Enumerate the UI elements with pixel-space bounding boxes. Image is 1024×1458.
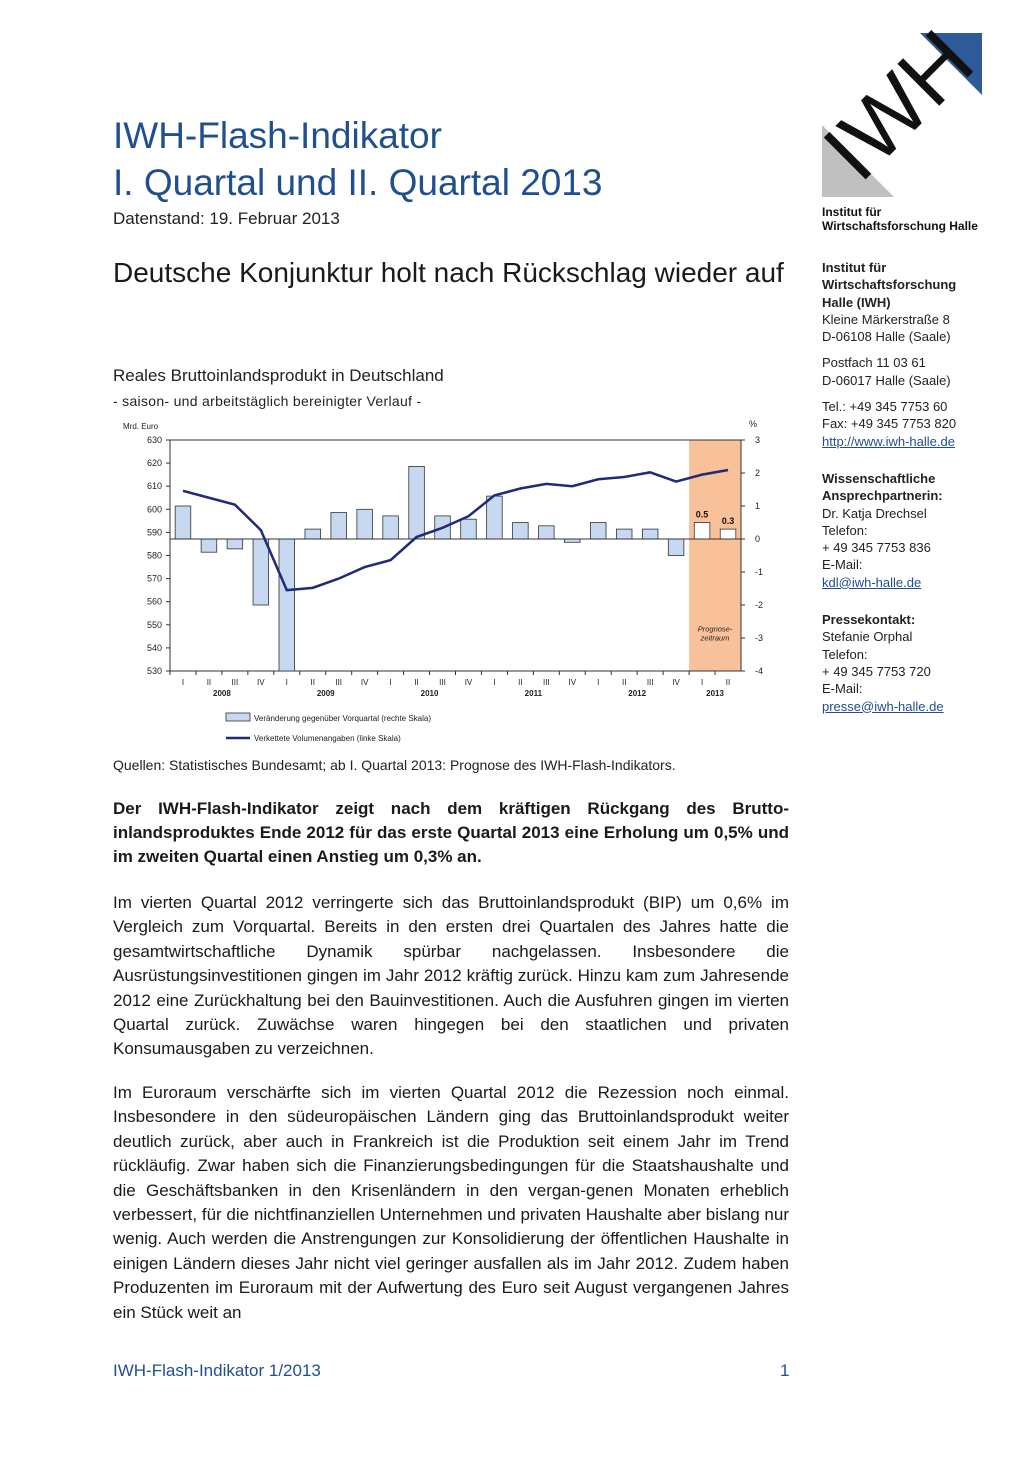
year-label: 2008 (213, 689, 231, 698)
forecast-value-label: 0.3 (721, 516, 735, 527)
science-heading-2: Ansprechpartnerin: (822, 488, 943, 504)
page-title-line2: I. Quartal und II. Quartal 2013 (113, 162, 603, 203)
science-tel-label: Telefon: (822, 522, 868, 538)
science-name: Dr. Katja Drechsel (822, 505, 927, 521)
bar-q12 (461, 519, 477, 539)
press-contact (822, 611, 1012, 715)
website-link[interactable]: http://www.iwh-halle.de (822, 433, 955, 449)
iwh-logo (805, 12, 992, 199)
body-paragraph-1: Im vierten Quartal 2012 verringerte sich das Bruttoinlandsprodukt (BIP) um 0,6% im Vergleich zum Vorquartal. Bereits in den ersten drei Quartalen des Jahres hatte die gesamtwirtschaftliche Dynamik spürbar nachgelassen. Insbesondere die Ausrüstungsinvestitionen gingen im Jahr 2012 kräftig zurück. Hinzu kam zum Jahresende 2012 eine Zurückhaltung bei den Bauinvestitionen. Auch die Ausfuhren gingen im vierten Quartal zurück. Zuwächse waren hingegen bei den staatlichen und privaten Konsumausgaben zu verzeichnen. (113, 893, 789, 1059)
gdp-chart (113, 415, 773, 750)
legend-line-label: Verkettete Volumenangaben (linke Skala) (254, 734, 401, 743)
quarter-label: II (206, 678, 212, 687)
press-email-label: E-Mail: (822, 681, 863, 697)
institute-address (822, 259, 1012, 345)
bar-q7 (331, 513, 347, 539)
institute-name-2: Wirtschaftsforschung (822, 277, 957, 293)
quarter-label: IV (257, 678, 265, 687)
postal-city: D-06017 Halle (Saale) (822, 372, 951, 388)
quarter-label: III (646, 678, 654, 687)
page-number: 1 (780, 1361, 790, 1380)
quarter-label: I (389, 678, 392, 687)
forecast-label-2: zeitraum (700, 633, 730, 643)
contact-fax: Fax: +49 345 7753 820 (822, 416, 957, 432)
press-heading: Pressekontakt: (822, 612, 916, 628)
quarter-label: I (285, 678, 288, 687)
bar-q3 (227, 539, 243, 549)
right-tick-label: -4 (755, 666, 764, 676)
right-axis-label: % (749, 419, 758, 429)
bar-q20 (668, 539, 684, 556)
institute-street: Kleine Märkerstraße 8 (822, 311, 950, 327)
quarter-label: I (181, 678, 185, 687)
chart-subtitle: - saison- und arbeitstäglich bereinigter Verlauf - (113, 393, 422, 409)
quarter-label: II (621, 678, 627, 687)
bar-q2 (201, 539, 217, 552)
left-tick-label: 540 (146, 642, 162, 653)
chart-source: Quellen: Statistisches Bundesamt; ab I. Quartal 2013: Prognose des IWH-Flash-Indikators. (113, 757, 676, 773)
year-label: 2011 (524, 689, 543, 698)
left-tick-label: 590 (146, 527, 162, 538)
year-label: 2013 (706, 689, 724, 698)
quarter-label: II (518, 678, 523, 687)
press-tel-label: Telefon: (822, 646, 868, 662)
body-paragraph-2: Im Euroraum verschärfte sich im vierten Quartal 2012 die Rezession noch einmal. Insbesondere in den südeuropäischen Ländern ging das Bruttoinlandsprodukt weiter deutlich zurück, aber auch in Frankreich ist die Produktion seit einem Jahr im Trend rückläufig. Zwar haben sich die Finanzierungsbedingungen für die Staatshaushalte und die Geschäftsbanken in den Krisenländern in den vergan-genen Monaten erheblich verbessert, für die nichtfinanziellen Unternehmen und privaten Haushalte aber bislang nur wenig. Auch werden die Anstrengungen zur Konsolidierung der öffentlichen Haushalte in einigen Ländern dieses Jahr nicht viel geringer ausfallen als im Jahr 2012. Zudem haben Produzenten im Euroraum mit der Aufwertung des Euro seit August vergangenen Jahres ein Stück weit an (113, 1083, 789, 1322)
forecast-value-label: 0.5 (695, 509, 709, 520)
right-tick-label: -1 (755, 567, 764, 577)
left-tick-label: 560 (146, 596, 162, 607)
year-label: 2010 (420, 689, 439, 698)
science-heading-1: Wissenschaftliche (822, 470, 936, 486)
bar-q9 (383, 516, 399, 539)
bar-q15 (539, 526, 555, 539)
lead-paragraph: Der IWH-Flash-Indikator zeigt nach dem kräftigen Rückgang des Brutto-inlandsproduktes Ende 2012 für das erste Quartal 2013 eine Erholung um 0,5% und im zweiten Quartal einen Anstieg um 0,3% an. (113, 799, 789, 866)
quarter-label: I (597, 678, 600, 687)
quarter-label: IV (360, 678, 369, 687)
institute-name-1: Institut für (822, 260, 887, 275)
right-tick-label: 2 (755, 468, 761, 478)
page-title-line1: IWH-Flash-Indikator (113, 115, 442, 156)
press-tel: + 49 345 7753 720 (822, 663, 931, 679)
quarter-label: III (439, 678, 446, 687)
bar-q1 (175, 506, 191, 539)
quarter-label: II (310, 678, 315, 687)
science-email-link[interactable]: kdl@iwh-halle.de (822, 574, 922, 590)
right-tick-label: -2 (755, 600, 764, 610)
bar-q17 (590, 523, 606, 540)
left-tick-label: 600 (146, 504, 162, 515)
quarter-label: III (543, 678, 550, 687)
logo-caption-line1: Institut für (822, 205, 882, 219)
bar-q19 (642, 529, 658, 539)
legend-bar-label: Veränderung gegenüber Vorquartal (rechte Skala) (254, 714, 432, 723)
left-tick-label: 620 (146, 458, 162, 469)
quarter-label: III (231, 678, 239, 687)
left-tick-label: 580 (146, 550, 162, 561)
bar-q4 (253, 539, 269, 605)
science-tel: + 49 345 7753 836 (822, 540, 931, 556)
bar-q18 (616, 529, 632, 539)
logo-letters: IWH (805, 12, 992, 199)
legend-bar-swatch (226, 713, 250, 721)
press-name: Stefanie Orphal (822, 629, 913, 645)
bar-q6 (305, 529, 321, 539)
left-tick-label: 610 (146, 481, 162, 492)
quarter-label: IV (672, 678, 680, 687)
institute-city: D-06108 Halle (Saale) (822, 329, 951, 345)
quarter-label: I (700, 678, 704, 687)
bar-q8 (357, 509, 373, 539)
bar-q10 (409, 466, 425, 539)
right-tick-label: 0 (755, 534, 761, 544)
forecast-label-1: Prognose- (697, 624, 733, 634)
left-tick-label: 550 (146, 619, 162, 630)
bar-q14 (513, 523, 529, 540)
contact-tel: Tel.: +49 345 7753 60 (822, 399, 948, 415)
year-label: 2009 (316, 689, 335, 698)
contact-block (822, 398, 1012, 450)
quarter-label: IV (568, 678, 577, 687)
year-label: 2012 (628, 689, 647, 698)
logo-caption (822, 205, 978, 233)
quarter-label: III (335, 678, 343, 687)
chart-title: Reales Bruttoinlandsprodukt in Deutschland (113, 366, 444, 385)
science-contact (822, 470, 1012, 591)
press-email-link[interactable]: presse@iwh-halle.de (822, 698, 944, 714)
institute-name-3: Halle (IWH) (822, 294, 891, 310)
bar-q5 (279, 539, 295, 671)
right-tick-label: -3 (755, 633, 764, 643)
left-tick-label: 570 (146, 573, 162, 584)
data-date: Datenstand: 19. Februar 2013 (113, 209, 340, 228)
postal-address (822, 354, 1012, 389)
bar-q22 (720, 529, 736, 539)
quarter-label: I (493, 678, 496, 687)
sidebar (822, 259, 1012, 724)
quarter-label: IV (464, 678, 473, 687)
bar-q21 (694, 523, 710, 540)
left-axis-label: Mrd. Euro (123, 422, 159, 431)
postal-box: Postfach 11 03 61 (822, 355, 926, 371)
bar-q13 (487, 496, 503, 539)
science-email-label: E-Mail: (822, 557, 863, 573)
logo-caption-line2: Wirtschaftsforschung Halle (822, 219, 978, 233)
headline: Deutsche Konjunktur holt nach Rückschlag wieder auf (113, 257, 784, 288)
left-tick-label: 630 (146, 435, 162, 445)
left-tick-label: 530 (146, 666, 162, 676)
right-tick-label: 3 (755, 435, 761, 445)
right-tick-label: 1 (755, 501, 761, 511)
footer-title: IWH-Flash-Indikator 1/2013 (113, 1361, 321, 1380)
quarter-label: II (725, 678, 731, 687)
quarter-label: II (414, 678, 419, 687)
